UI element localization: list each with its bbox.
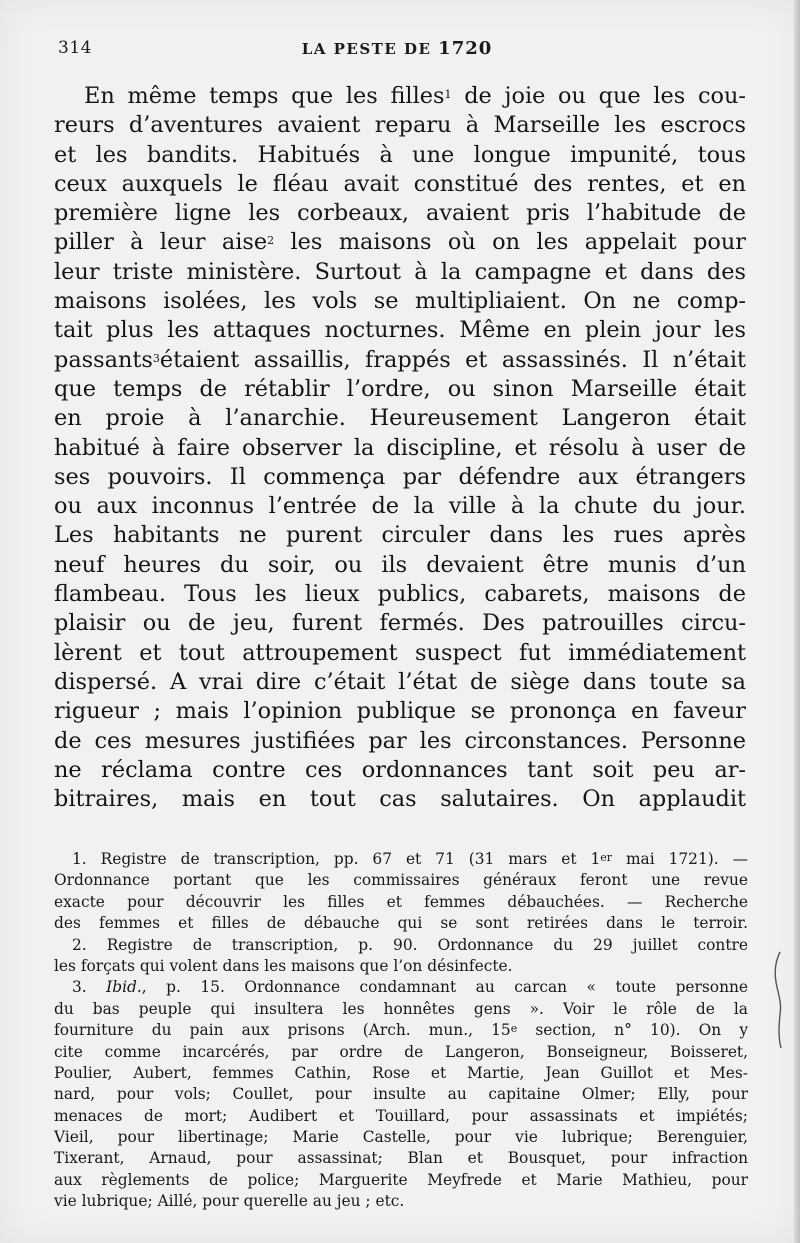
- footnote-line: aux règlements de police; Marguerite Meyfrede et Marie Mathieu, pour: [54, 1170, 748, 1189]
- running-title: [52, 38, 742, 59]
- text-line: lèrent et tout attroupement suspect fut immédiatement: [54, 639, 746, 666]
- footnote-line: 3. Ibid., p. 15. Ordonnance condamnant au carcan « toute personne: [72, 978, 748, 997]
- text-line: de ces mesures justifiées par les circonstances. Personne: [54, 727, 746, 754]
- text-line: piller à leur aise$^2$ les maisons où on les appelait pour: [54, 229, 747, 256]
- text-line: en proie à l’anarchie. Heureusement Langeron était: [54, 405, 746, 432]
- footnote-line: Ordonnance portant que les commissaires généraux feront une revue: [54, 871, 748, 890]
- text-line: que temps de rétablir l’ordre, ou sinon Marseille était: [54, 375, 746, 402]
- text-line: ou aux inconnus l’entrée de la ville à la chute du jour.: [54, 493, 746, 520]
- footnote-line: les forçats qui volent dans les maisons que l’on désinfecte.: [54, 956, 513, 975]
- page-edge: [794, 0, 800, 1243]
- text-line: habitué à faire observer la discipline, et résolu à user de: [54, 434, 746, 461]
- footnote-line: Poulier, Aubert, femmes Cathin, Rose et Martie, Jean Guillot et Mes-: [54, 1063, 748, 1082]
- footnote-line: cite comme incarcérés, par ordre de Langeron, Bonseigneur, Boisseret,: [54, 1042, 748, 1061]
- footnote-ref: 1: [444, 88, 452, 101]
- text-line: rigueur ; mais l’opinion publique se prononça en faveur: [54, 698, 746, 725]
- running-title-text: LA PESTE DE: [301, 40, 432, 58]
- text-line: Les habitants ne purent circuler dans les rues après: [54, 522, 746, 549]
- text-line: maisons isolées, les vols se multipliaient. On ne comp-: [54, 288, 746, 315]
- text-line: plaisir ou de jeu, furent fermés. Des patrouilles circu-: [54, 610, 746, 637]
- text-line: ses pouvoirs. Il commença par défendre aux étrangers: [54, 463, 746, 490]
- footnote-line: fourniture du pain aux prisons (Arch. mun., 15e section, n° 10). On y: [54, 1021, 749, 1040]
- footnote-line: 2. Registre de transcription, p. 90. Ordonnance du 29 juillet contre: [72, 935, 748, 954]
- pencil-margin-mark: [770, 950, 790, 1050]
- main-text: [54, 82, 746, 814]
- footnote-ref: 2: [267, 234, 275, 248]
- running-header: [52, 38, 742, 62]
- running-title-year: 1720: [438, 38, 493, 59]
- text-line: tait plus les attaques nocturnes. Même en plein jour les: [54, 317, 746, 344]
- text-line: flambeau. Tous les lieux publics, cabarets, maisons de: [54, 581, 746, 608]
- text-line: première ligne les corbeaux, avaient pris l’habitude de: [54, 200, 746, 227]
- text-line: bitraires, mais en tout cas salutaires. On applaudit: [54, 786, 746, 813]
- footnote-line: exacte pour découvrir les filles et femmes débauchées. — Recherche: [54, 892, 748, 911]
- footnote-line: Vieil, pour libertinage; Marie Castelle, pour vie lubrique; Berenguier,: [54, 1128, 748, 1147]
- text-line: reurs d’aventures avaient reparu à Marseille les escrocs: [54, 112, 746, 139]
- text-line: ceux auxquels le fléau avait constitué des rentes, et en: [54, 170, 746, 197]
- footnote-line: 1. Registre de transcription, pp. 67 et 71 (31 mars et 1er mai 1721). —: [72, 850, 748, 868]
- footnote-ref: 3: [152, 351, 160, 365]
- footnote-line: vie lubrique; Aillé, pour querelle au jeu ; etc.: [54, 1192, 405, 1211]
- footnotes: [54, 849, 748, 1213]
- text-line: et les bandits. Habitués à une longue impunité, tous: [54, 141, 746, 168]
- footnote-line: menaces de mort; Audibert et Touillard, pour assassinats et impiétés;: [54, 1106, 748, 1125]
- page-number: 314: [58, 38, 92, 58]
- footnote-line: Tixerant, Arnaud, pour assassinat; Blan et Bousquet, pour infraction: [54, 1149, 748, 1168]
- text-line: En même temps que les filles$^1$ de joie ou que les cou-: [84, 83, 747, 109]
- text-line: dispersé. A vrai dire c’était l’état de siège dans toute sa: [54, 668, 746, 695]
- footnote-line: des femmes et filles de débauche qui se sont retirées dans le terroir.: [54, 914, 748, 933]
- text-line: leur triste ministère. Surtout à la campagne et dans des: [54, 258, 746, 285]
- text-line: neuf heures du soir, ou ils devaient être munis d’un: [54, 551, 746, 578]
- footnote-line: nard, pour vols; Coullet, pour insulte au capitaine Olmer; Elly, pour: [54, 1085, 748, 1104]
- text-line: ne réclama contre ces ordonnances tant soit peu ar-: [54, 756, 746, 783]
- footnote-line: du bas peuple qui insultera les honnêtes gens ». Voir le rôle de la: [54, 999, 748, 1018]
- text-line: passants$^3$étaient assaillis, frappés et assassinés. Il n’était: [54, 346, 746, 373]
